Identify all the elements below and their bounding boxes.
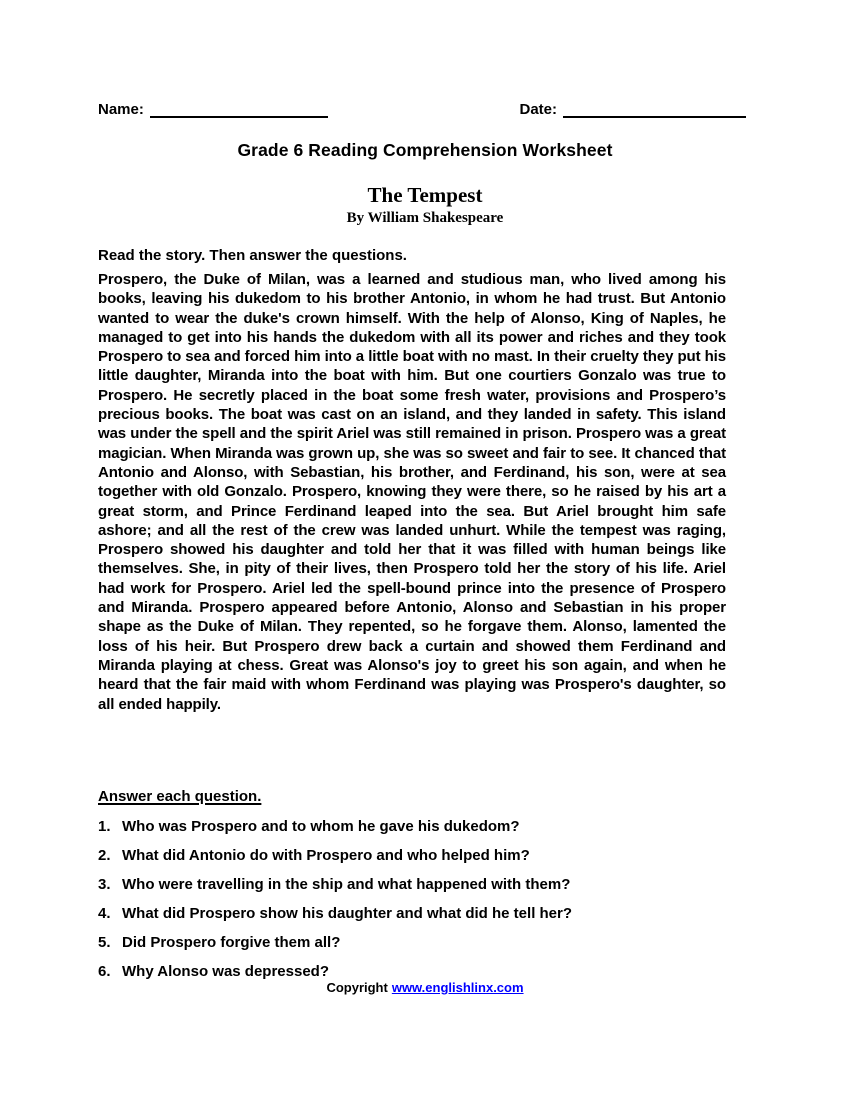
question-number: 4. <box>98 905 111 922</box>
name-field-group <box>98 101 328 118</box>
question-text: Why Alonso was depressed? <box>122 963 329 980</box>
name-label: Name: <box>98 101 144 118</box>
date-blank-line <box>563 103 746 118</box>
copyright-label: Copyright <box>326 980 388 995</box>
question-item <box>98 817 728 836</box>
footer-link[interactable]: www.englishlinx.com <box>391 980 524 995</box>
question-number: 6. <box>98 963 111 980</box>
story-paragraph: Prospero, the Duke of Milan, was a learned and studious man, who lived among his books, leaving his dukedom to his brother Antonio, in whom he had trust. But Antonio wanted to wear the duke's crown himself. With the help of Alonso, King of Naples, he managed to get into his hands the dukedom with all its power and riches and they took Prospero to sea and forced him into a little boat with no mast. In their cruelty they put his little daughter, Miranda into the boat with him. But one courtiers Gonzalo was true to Prospero. He secretly placed in the boat some fresh water, provisions and Prospero’s precious books. The boat was cast on an island, and they landed in safety. This island was under the spell and the spirit Ariel was still remained in prison. Prospero was a great magician. When Miranda was grown up, she was so sweet and fair to see. It chanced that Antonio and Alonso, with Sebastian, his brother, and Ferdinand, his son, were at sea together with old Gonzalo. Prospero, knowing they were there, so he raised by his art a great storm, and Prince Ferdinand leaped into the sea. But Ariel brought him safe ashore; and all the rest of the crew was landed unhurt. While the tempest was raging, Prospero showed his daughter and told her that it was filled with human beings like themselves. She, in pity of their lives, then Prospero told her the story of his life. Ariel had work for Prospero. Ariel led the spell-bound prince into the presence of Prospero and Miranda. Prospero appeared before Antonio, Alonso and Sebastian in his proper shape as the Duke of Milan. They repented, so he forgave them. Alonso, lamented the loss of his heir. But Prospero drew back a curtain and showed them Ferdinand and Miranda playing at chess. Great was Alonso's joy to greet his son again, and when he heard that the fair maid with whom Ferdinand was playing was Prospero's daughter, so all ended happily. <box>98 271 726 713</box>
answer-questions-heading: Answer each question. <box>98 788 262 805</box>
question-number: 2. <box>98 847 111 864</box>
header-row <box>98 101 746 118</box>
questions-list <box>98 817 728 991</box>
question-item <box>98 962 728 981</box>
date-label: Date: <box>519 101 557 118</box>
question-number: 5. <box>98 934 111 951</box>
date-field-group <box>519 101 746 118</box>
footer <box>0 980 850 995</box>
question-text: What did Antonio do with Prospero and who helped him? <box>122 847 530 864</box>
question-text: Did Prospero forgive them all? <box>122 934 341 951</box>
worksheet-title: Grade 6 Reading Comprehension Worksheet <box>237 140 613 160</box>
instructions-text: Read the story. Then answer the questions. <box>98 247 407 264</box>
question-number: 3. <box>98 876 111 893</box>
question-item <box>98 875 728 894</box>
story-title: The Tempest <box>367 183 483 207</box>
story-author: By William Shakespeare <box>346 210 504 226</box>
question-item <box>98 933 728 952</box>
question-item <box>98 904 728 923</box>
question-text: Who were travelling in the ship and what happened with them? <box>122 876 571 893</box>
question-text: What did Prospero show his daughter and what did he tell her? <box>122 905 573 922</box>
question-text: Who was Prospero and to whom he gave his dukedom? <box>122 818 520 835</box>
question-number: 1. <box>98 818 111 835</box>
name-blank-line <box>150 103 328 118</box>
question-item <box>98 846 728 865</box>
